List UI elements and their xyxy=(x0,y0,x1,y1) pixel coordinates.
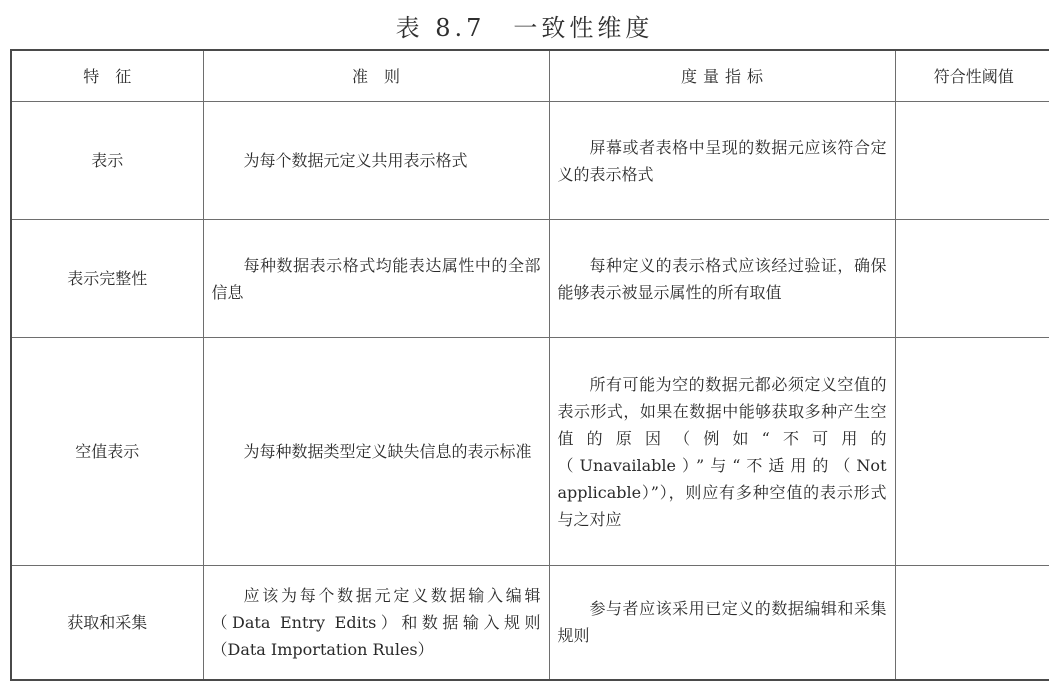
header-rule: 准 则 xyxy=(203,50,549,102)
metric-cell: 屏幕或者表格中呈现的数据元应该符合定义的表示格式 xyxy=(549,102,895,220)
table-caption: 表 8.7 一致性维度 xyxy=(395,14,654,42)
rule-cell: 应该为每个数据元定义数据输入编辑（Data Entry Edits）和数据输入规则（Data Importation Rules） xyxy=(203,566,549,680)
threshold-cell xyxy=(895,220,1049,338)
header-row xyxy=(11,50,1049,102)
metric-cell: 所有可能为空的数据元都必须定义空值的表示形式，如果在数据中能够获取多种产生空值的原因（例如“不可用的（Unavailable）”与“不适用的（Not applicable）”），则应有多种空值的表示形式与之对应 xyxy=(549,338,895,566)
table-row xyxy=(11,102,1049,220)
metric-cell: 参与者应该采用已定义的数据编辑和采集规则 xyxy=(549,566,895,680)
rule-cell: 为每个数据元定义共用表示格式 xyxy=(203,102,549,220)
table-row xyxy=(11,220,1049,338)
feature-cell: 表示 xyxy=(11,102,203,220)
header-metric: 度量指标 xyxy=(549,50,895,102)
header-feature: 特 征 xyxy=(11,50,203,102)
table-row xyxy=(11,566,1049,680)
feature-cell: 空值表示 xyxy=(11,338,203,566)
rule-cell: 为每种数据类型定义缺失信息的表示标准 xyxy=(203,338,549,566)
rule-cell: 每种数据表示格式均能表达属性中的全部信息 xyxy=(203,220,549,338)
threshold-cell xyxy=(895,338,1049,566)
threshold-cell xyxy=(895,102,1049,220)
consistency-dimension-table xyxy=(10,49,1049,681)
threshold-cell xyxy=(895,566,1049,680)
header-threshold: 符合性阈值 xyxy=(895,50,1049,102)
table-row xyxy=(11,338,1049,566)
feature-cell: 获取和采集 xyxy=(11,566,203,680)
metric-cell: 每种定义的表示格式应该经过验证，确保能够表示被显示属性的所有取值 xyxy=(549,220,895,338)
feature-cell: 表示完整性 xyxy=(11,220,203,338)
